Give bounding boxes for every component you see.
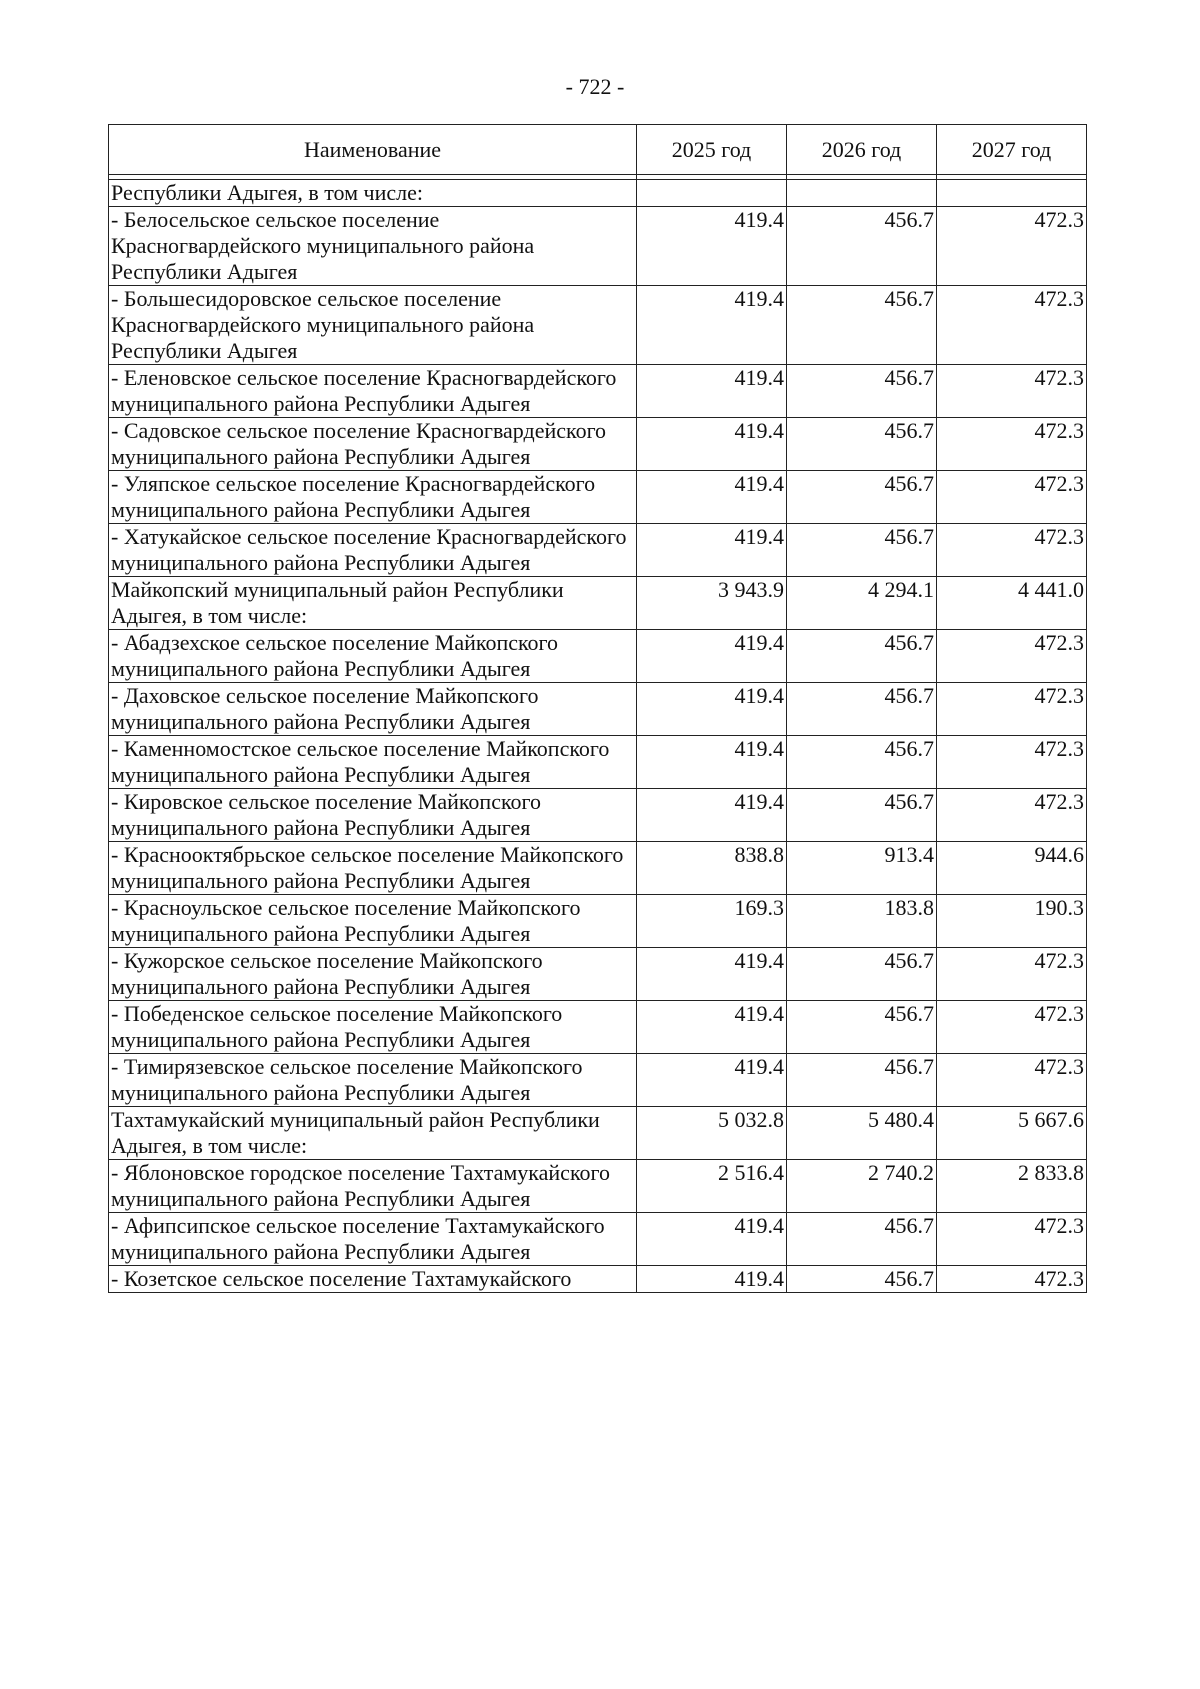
cell-2027: 472.3 xyxy=(937,683,1087,736)
cell-2026: 456.7 xyxy=(787,471,937,524)
cell-2027: 472.3 xyxy=(937,1213,1087,1266)
header-2026: 2026 год xyxy=(787,125,937,175)
cell-name: Республики Адыгея, в том числе: xyxy=(109,180,637,207)
budget-table xyxy=(108,124,1087,1293)
cell-name: - Уляпское сельское поселение Красногвардейского муниципального района Республики Адыгея xyxy=(109,471,637,524)
cell-name: - Белосельское сельское поселение Красногвардейского муниципального района Республики Адыгея xyxy=(109,207,637,286)
cell-name: - Афипсипское сельское поселение Тахтамукайского муниципального района Республики Адыгея xyxy=(109,1213,637,1266)
cell-2026: 456.7 xyxy=(787,1266,937,1293)
cell-name: - Краснооктябрьское сельское поселение Майкопского муниципального района Республики Адыгея xyxy=(109,842,637,895)
header-name: Наименование xyxy=(109,125,637,175)
table-row xyxy=(109,683,1087,736)
cell-name: - Хатукайское сельское поселение Красногвардейского муниципального района Республики Адыгея xyxy=(109,524,637,577)
cell-2027 xyxy=(937,180,1087,207)
cell-2027: 4 441.0 xyxy=(937,577,1087,630)
table-row xyxy=(109,1160,1087,1213)
cell-2025: 419.4 xyxy=(637,683,787,736)
cell-2025: 419.4 xyxy=(637,736,787,789)
table-body xyxy=(109,180,1087,1293)
cell-2026: 456.7 xyxy=(787,1001,937,1054)
cell-2026: 913.4 xyxy=(787,842,937,895)
cell-2027: 472.3 xyxy=(937,418,1087,471)
cell-2027: 472.3 xyxy=(937,207,1087,286)
cell-2027: 472.3 xyxy=(937,948,1087,1001)
cell-name: - Тимирязевское сельское поселение Майкопского муниципального района Республики Адыгея xyxy=(109,1054,637,1107)
cell-2027: 472.3 xyxy=(937,789,1087,842)
table-row xyxy=(109,842,1087,895)
table-row xyxy=(109,577,1087,630)
cell-2026: 183.8 xyxy=(787,895,937,948)
table-row xyxy=(109,418,1087,471)
table-row xyxy=(109,789,1087,842)
cell-name: - Абадзехское сельское поселение Майкопского муниципального района Республики Адыгея xyxy=(109,630,637,683)
cell-2025: 419.4 xyxy=(637,365,787,418)
header-2027: 2027 год xyxy=(937,125,1087,175)
table-row xyxy=(109,1266,1087,1293)
table-row xyxy=(109,180,1087,207)
cell-2025: 419.4 xyxy=(637,948,787,1001)
cell-name: - Кужорское сельское поселение Майкопского муниципального района Республики Адыгея xyxy=(109,948,637,1001)
cell-2026: 456.7 xyxy=(787,789,937,842)
table-row xyxy=(109,524,1087,577)
table-row xyxy=(109,1054,1087,1107)
cell-2026: 456.7 xyxy=(787,948,937,1001)
cell-2025 xyxy=(637,180,787,207)
cell-2026: 5 480.4 xyxy=(787,1107,937,1160)
cell-name: - Даховское сельское поселение Майкопского муниципального района Республики Адыгея xyxy=(109,683,637,736)
cell-name: - Садовское сельское поселение Красногвардейского муниципального района Республики Адыгея xyxy=(109,418,637,471)
cell-2025: 419.4 xyxy=(637,471,787,524)
cell-2025: 419.4 xyxy=(637,1213,787,1266)
table-row xyxy=(109,1001,1087,1054)
cell-2025: 169.3 xyxy=(637,895,787,948)
table-row xyxy=(109,736,1087,789)
cell-2026: 4 294.1 xyxy=(787,577,937,630)
table-row xyxy=(109,948,1087,1001)
cell-2025: 419.4 xyxy=(637,524,787,577)
table-row xyxy=(109,630,1087,683)
cell-2026 xyxy=(787,180,937,207)
cell-name: - Яблоновское городское поселение Тахтамукайского муниципального района Республики Адыгея xyxy=(109,1160,637,1213)
cell-2025: 419.4 xyxy=(637,207,787,286)
table-row xyxy=(109,286,1087,365)
cell-2026: 456.7 xyxy=(787,286,937,365)
cell-name: - Большесидоровское сельское поселение Красногвардейского муниципального района Республики Адыгея xyxy=(109,286,637,365)
cell-2027: 472.3 xyxy=(937,1266,1087,1293)
cell-2027: 190.3 xyxy=(937,895,1087,948)
table-row xyxy=(109,1213,1087,1266)
cell-2025: 419.4 xyxy=(637,789,787,842)
cell-2025: 5 032.8 xyxy=(637,1107,787,1160)
table-row xyxy=(109,207,1087,286)
cell-2026: 456.7 xyxy=(787,1213,937,1266)
cell-2026: 456.7 xyxy=(787,418,937,471)
header-2025: 2025 год xyxy=(637,125,787,175)
table-header-row xyxy=(109,125,1087,175)
cell-name: - Козетское сельское поселение Тахтамукайского xyxy=(109,1266,637,1293)
cell-2027: 472.3 xyxy=(937,471,1087,524)
cell-2025: 2 516.4 xyxy=(637,1160,787,1213)
cell-name: - Победенское сельское поселение Майкопского муниципального района Республики Адыгея xyxy=(109,1001,637,1054)
cell-2027: 472.3 xyxy=(937,365,1087,418)
cell-2027: 472.3 xyxy=(937,736,1087,789)
cell-2025: 419.4 xyxy=(637,1001,787,1054)
cell-2026: 456.7 xyxy=(787,736,937,789)
cell-2027: 2 833.8 xyxy=(937,1160,1087,1213)
cell-2027: 5 667.6 xyxy=(937,1107,1087,1160)
table-row xyxy=(109,895,1087,948)
cell-2025: 838.8 xyxy=(637,842,787,895)
cell-2027: 472.3 xyxy=(937,1054,1087,1107)
cell-2026: 456.7 xyxy=(787,365,937,418)
cell-2025: 3 943.9 xyxy=(637,577,787,630)
cell-2027: 472.3 xyxy=(937,286,1087,365)
table-row xyxy=(109,1107,1087,1160)
cell-2025: 419.4 xyxy=(637,630,787,683)
table-row xyxy=(109,471,1087,524)
cell-name: - Еленовское сельское поселение Красногвардейского муниципального района Республики Адыгея xyxy=(109,365,637,418)
cell-2026: 456.7 xyxy=(787,683,937,736)
cell-2026: 456.7 xyxy=(787,1054,937,1107)
table-row xyxy=(109,365,1087,418)
cell-2025: 419.4 xyxy=(637,286,787,365)
cell-2025: 419.4 xyxy=(637,1266,787,1293)
cell-2025: 419.4 xyxy=(637,1054,787,1107)
cell-2026: 456.7 xyxy=(787,207,937,286)
cell-name: - Кировское сельское поселение Майкопского муниципального района Республики Адыгея xyxy=(109,789,637,842)
cell-2027: 472.3 xyxy=(937,1001,1087,1054)
cell-2027: 472.3 xyxy=(937,630,1087,683)
cell-2027: 472.3 xyxy=(937,524,1087,577)
page-number: - 722 - xyxy=(565,74,625,99)
cell-name: Тахтамукайский муниципальный район Республики Адыгея, в том числе: xyxy=(109,1107,637,1160)
cell-name: Майкопский муниципальный район Республики Адыгея, в том числе: xyxy=(109,577,637,630)
cell-2026: 456.7 xyxy=(787,630,937,683)
cell-2027: 944.6 xyxy=(937,842,1087,895)
cell-name: - Каменномостское сельское поселение Майкопского муниципального района Республики Адыгея xyxy=(109,736,637,789)
cell-name: - Красноульское сельское поселение Майкопского муниципального района Республики Адыгея xyxy=(109,895,637,948)
cell-2025: 419.4 xyxy=(637,418,787,471)
cell-2026: 2 740.2 xyxy=(787,1160,937,1213)
cell-2026: 456.7 xyxy=(787,524,937,577)
